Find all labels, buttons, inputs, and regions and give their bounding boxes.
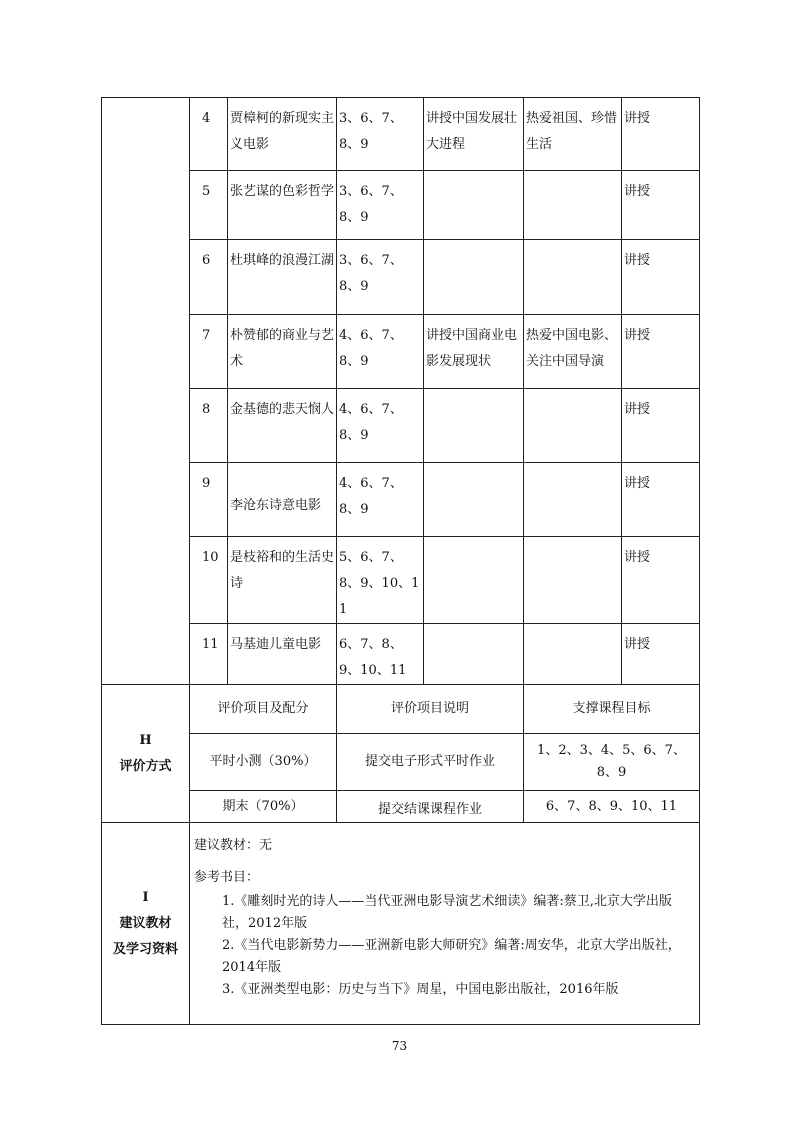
- eval-desc: 提交电子形式平时作业: [337, 734, 524, 791]
- row-content: [424, 624, 524, 685]
- row-number: 6: [190, 240, 228, 315]
- reference-item: 3.《亚洲类型电影：历史与当下》周星，中国电影出版社，2016年版: [222, 982, 619, 997]
- references-list: [194, 891, 695, 1001]
- evaluation-header-row: [102, 685, 700, 734]
- row-goals: 3、6、7、8、9: [337, 171, 424, 240]
- eval-item: 期末（70%）: [190, 791, 337, 823]
- row-goals: 4、6、7、8、9: [337, 389, 424, 463]
- table-row: [102, 389, 700, 463]
- row-content: [424, 537, 524, 624]
- row-content: [424, 240, 524, 315]
- row-content: 讲授中国商业电影发展现状: [424, 315, 524, 389]
- row-topic: 贾樟柯的新现实主义电影: [228, 98, 337, 171]
- row-ideology: [524, 171, 622, 240]
- row-number: 4: [190, 98, 228, 171]
- eval-desc: 提交结课课程作业: [337, 791, 524, 823]
- row-number: 10: [190, 537, 228, 624]
- table-row: [102, 98, 700, 171]
- table-row: [102, 240, 700, 315]
- eval-goals: 1、2、3、4、5、6、7、8、9: [524, 734, 700, 791]
- row-content: [424, 171, 524, 240]
- eval-item: 平时小测（30%）: [190, 734, 337, 791]
- row-method: 讲授: [622, 171, 700, 240]
- section-letter: H: [139, 732, 152, 748]
- row-number: 8: [190, 389, 228, 463]
- eval-header-item: 评价项目及配分: [190, 685, 337, 734]
- evaluation-row: [102, 734, 700, 791]
- row-method: 讲授: [622, 463, 700, 537]
- materials-section-label: [102, 823, 190, 1025]
- section-cell-empty: [102, 98, 190, 685]
- reference-item: 2.《当代电影新势力——亚洲新电影大师研究》编著:周安华，北京大学出版社，2014年版: [222, 938, 681, 975]
- section-title: 及学习资料: [112, 941, 178, 957]
- evaluation-row: [102, 791, 700, 823]
- row-number: 9: [190, 463, 228, 537]
- table-row: [102, 171, 700, 240]
- row-goals: 5、6、7、8、9、10、11: [337, 537, 424, 624]
- row-goals: 4、6、7、8、9: [337, 315, 424, 389]
- syllabus-table: [101, 97, 700, 1025]
- section-title: 评价方式: [119, 758, 172, 774]
- eval-header-desc: 评价项目说明: [337, 685, 524, 734]
- row-content: [424, 463, 524, 537]
- row-method: 讲授: [622, 624, 700, 685]
- row-ideology: 热爱中国电影、关注中国导演: [524, 315, 622, 389]
- evaluation-section-label: [102, 685, 190, 823]
- row-goals: 4、6、7、8、9: [337, 463, 424, 537]
- row-ideology: [524, 624, 622, 685]
- row-content: 讲授中国发展壮大进程: [424, 98, 524, 171]
- row-topic: 张艺谋的色彩哲学: [228, 171, 337, 240]
- references-label: 参考书目：: [194, 870, 260, 885]
- eval-header-goals: 支撑课程目标: [524, 685, 700, 734]
- table-row: [102, 315, 700, 389]
- row-ideology: [524, 537, 622, 624]
- row-method: 讲授: [622, 240, 700, 315]
- row-topic: 是枝裕和的生活史诗: [228, 537, 337, 624]
- row-ideology: [524, 463, 622, 537]
- row-topic: 杜琪峰的浪漫江湖: [228, 240, 337, 315]
- row-ideology: [524, 389, 622, 463]
- materials-section: [102, 823, 700, 1025]
- table-row: [102, 537, 700, 624]
- row-goals: 6、7、8、9、10、11: [337, 624, 424, 685]
- reference-item: 1.《雕刻时光的诗人——当代亚洲电影导演艺术细读》编著:蔡卫,北京大学出版社，2012年版: [222, 894, 672, 931]
- row-topic: 金基德的悲天悯人: [228, 389, 337, 463]
- section-title: 建议教材: [119, 915, 172, 931]
- row-goals: 3、6、7、8、9: [337, 240, 424, 315]
- row-topic: 朴赞郁的商业与艺术: [228, 315, 337, 389]
- row-number: 7: [190, 315, 228, 389]
- row-method: 讲授: [622, 537, 700, 624]
- materials-row: [102, 823, 700, 1025]
- row-topic: 马基迪儿童电影: [228, 624, 337, 685]
- row-number: 5: [190, 171, 228, 240]
- section-letter: I: [142, 889, 149, 905]
- row-topic: 李沧东诗意电影: [228, 463, 337, 537]
- row-goals: 3、6、7、8、9: [337, 98, 424, 171]
- row-ideology: [524, 240, 622, 315]
- row-method: 讲授: [622, 389, 700, 463]
- textbook-line: 建议教材：无: [194, 838, 273, 853]
- materials-content: [190, 823, 700, 1025]
- row-ideology: 热爱祖国、珍惜生活: [524, 98, 622, 171]
- row-method: 讲授: [622, 315, 700, 389]
- row-content: [424, 389, 524, 463]
- page-number: 73: [391, 1039, 408, 1053]
- table-row: [102, 463, 700, 537]
- eval-goals: 6、7、8、9、10、11: [524, 791, 700, 823]
- table-row: [102, 624, 700, 685]
- row-method: 讲授: [622, 98, 700, 171]
- row-number: 11: [190, 624, 228, 685]
- evaluation-section: [102, 685, 700, 823]
